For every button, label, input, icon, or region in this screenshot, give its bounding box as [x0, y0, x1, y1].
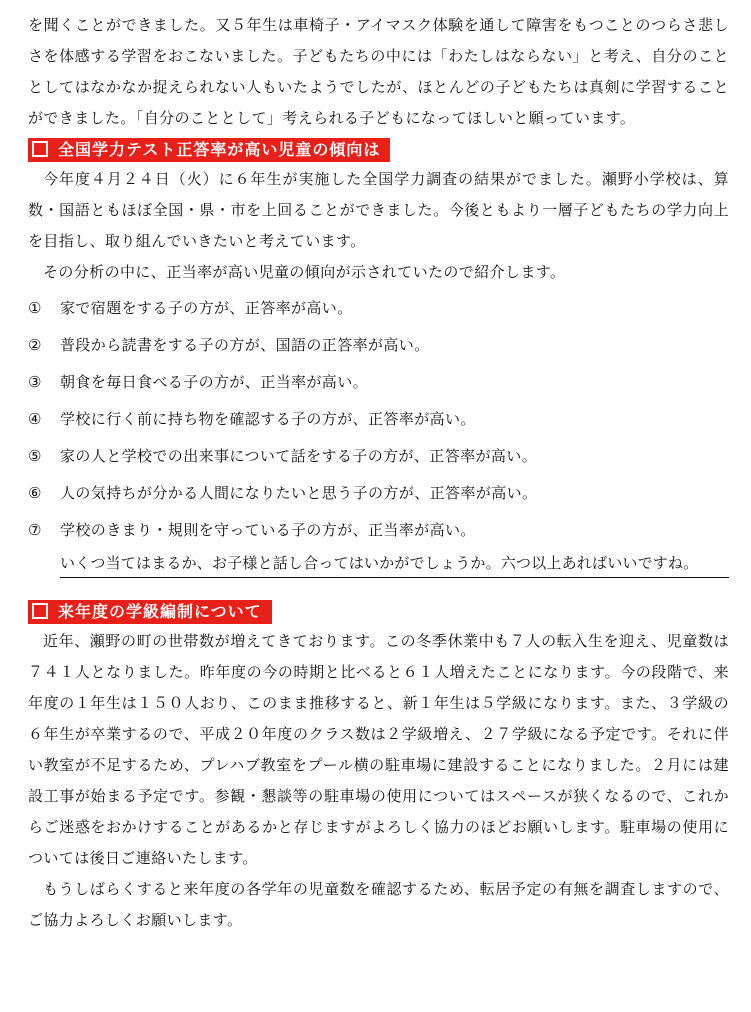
list-item — [28, 438, 729, 475]
test-results-paragraph: 今年度４月２４日（火）に６年生が実施した全国学力調査の結果がでました。瀬野小学校は、算数・国語ともほぼ全国・県・市を上回ることができました。今後ともより一層子どもたちの学力向上を目指し、取り組んでいきたいと考えています。 — [28, 170, 729, 250]
list-text: 家で宿題をする子の方が、正答率が高い。 — [60, 299, 353, 317]
list-item — [28, 475, 729, 512]
section-heading-label: 来年度の学級編制について — [58, 602, 262, 621]
list-number: ④ — [28, 410, 42, 428]
list-number: ② — [28, 336, 42, 354]
list-number: ① — [28, 299, 42, 317]
list-text: 普段から読書をする子の方が、国語の正答率が高い。 — [60, 336, 430, 354]
list-item — [28, 364, 729, 401]
section-heading-class-organization — [28, 600, 272, 624]
list-text: 学校に行く前に持ち物を確認する子の方が、正答率が高い。 — [60, 410, 476, 428]
list-number: ⑦ — [28, 521, 42, 539]
section-heading-test-results — [28, 138, 390, 162]
class-organization-paragraph: 近年、瀬野の町の世帯数が増えてきております。この冬季休業中も７人の転入生を迎え、児童数は７４１人となりました。昨年度の今の時期と比べると６１人増えたことになります。今の段階で、来年度の１年生は１５０人おり、このまま推移すると、新１年生は５学級になります。また、３学級の６年生が卒業するので、平成２０年度のクラス数は２学級増え、２７学級になる予定です。それに伴い教室が不足するため、プレハブ教室をプール横の駐車場に建設することになりました。２月には建設工事が始まる予定です。参観・懇談等の駐車場の使用についてはスペースが狭くなるので、これからご迷惑をおかけすることがあるかと存じますがよろしく協力のほどお願いします。駐車場の使用については後日ご連絡いたします。 — [28, 632, 729, 867]
list-number: ⑤ — [28, 447, 42, 465]
section-heading-label: 全国学力テスト正答率が高い児童の傾向は — [58, 140, 381, 159]
closing-remark: いくつ当てはまるか、お子様と話し合ってはいかがでしょうか。六つ以上あればいいですね。 — [60, 549, 729, 578]
list-text: 学校のきまり・規則を守っている子の方が、正当率が高い。 — [60, 521, 476, 539]
checkbox-square-icon — [32, 603, 48, 619]
list-item — [28, 290, 729, 327]
tendency-list — [28, 290, 729, 549]
analysis-paragraph: その分析の中に、正当率が高い児童の傾向が示されていたので紹介します。 — [43, 263, 566, 281]
list-number: ⑥ — [28, 484, 42, 502]
list-item — [28, 327, 729, 364]
list-text: 家の人と学校での出来事について話をする子の方が、正答率が高い。 — [60, 447, 538, 465]
list-number: ③ — [28, 373, 42, 391]
survey-paragraph: もうしばらくすると来年度の各学年の児童数を確認するため、転居予定の有無を調査しますので、ご協力よろしくお願いします。 — [28, 880, 729, 929]
list-item — [28, 401, 729, 438]
list-text: 人の気持ちが分かる人間になりたいと思う子の方が、正答率が高い。 — [60, 484, 538, 502]
list-item — [28, 512, 729, 549]
intro-paragraph: を聞くことができました。又５年生は車椅子・アイマスク体験を通して障害をもつことのつらさ悲しさを体感する学習をおこないました。子どもたちの中には「わたしはならない」と考え、自分のこととしてはなかなか捉えられない人もいたようでしたが、ほとんどの子どもたちは真剣に学習することができました。「自分のこととして」考えられる子どもになってほしいと願っています。 — [28, 16, 729, 127]
checkbox-square-icon — [32, 141, 48, 157]
list-text: 朝食を毎日食べる子の方が、正当率が高い。 — [60, 373, 369, 391]
